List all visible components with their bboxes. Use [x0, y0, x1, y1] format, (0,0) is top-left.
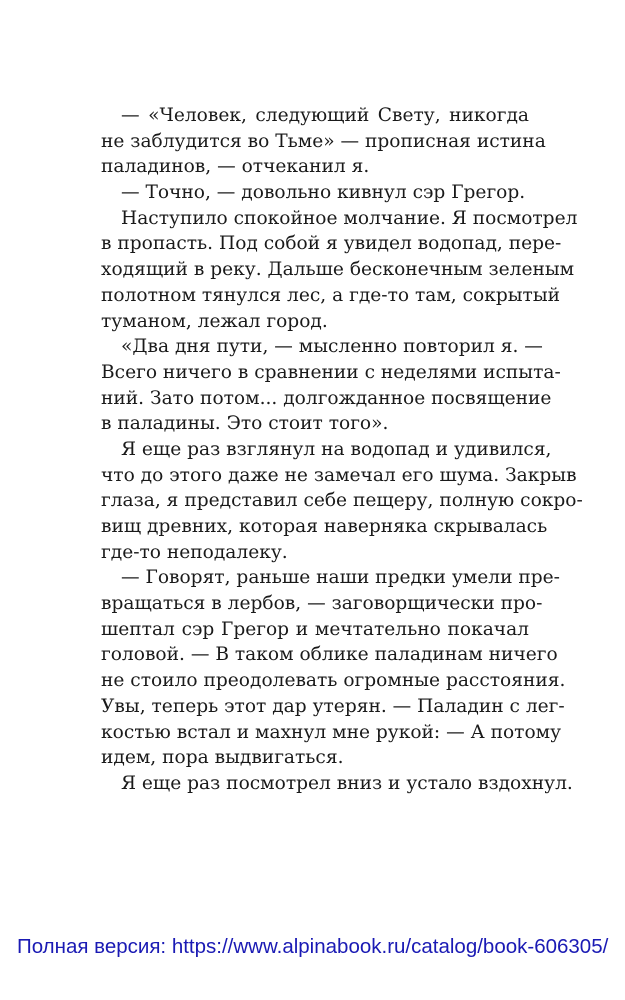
text-line: головой. — В таком облике паладинам ничего	[101, 644, 558, 666]
text-line: в паладины. Это стоит того».	[101, 413, 389, 435]
text-line: Всего ничего в сравнении с неделями испыта-	[101, 361, 561, 383]
paragraph	[101, 437, 583, 565]
text-line: в пропасть. Под собой я увидел водопад, пере-	[101, 233, 562, 255]
text-line: туманом, лежал город.	[101, 310, 328, 332]
paragraph	[101, 771, 573, 797]
text-line: идем, пора выдвигаться.	[101, 747, 344, 769]
paragraph	[101, 206, 578, 334]
text-line: Наступило спокойное молчание. Я посмотрел	[121, 207, 578, 229]
page-body-text	[101, 103, 583, 797]
text-line: Я еще раз посмотрел вниз и устало вздохнул.	[121, 772, 573, 794]
text-line: не стоило преодолевать огромные расстояния.	[101, 670, 566, 692]
paragraph	[101, 334, 561, 437]
text-line: — Точно, — довольно кивнул сэр Грегор.	[121, 182, 526, 204]
text-line: — «Человек, следующий Свету, никогда	[121, 105, 529, 126]
text-line: полотном тянулся лес, а где-то там, сокрытый	[101, 284, 561, 306]
text-line: — Говорят, раньше наши предки умели пре-	[121, 567, 560, 589]
text-line: вищ древних, которая наверняка скрывалась	[101, 516, 548, 537]
text-line: что до этого даже не замечал его шума. Закрыв	[101, 464, 577, 486]
paragraph	[101, 180, 529, 206]
text-line: вращаться в лербов, — заговорщически про-	[101, 593, 543, 615]
text-line: где-то неподалеку.	[101, 541, 288, 563]
text-line: Я еще раз взглянул на водопад и удивился,	[121, 438, 552, 460]
full-version-link[interactable]: Полная версия: https://www.alpinabook.ru/catalog/book-606305/	[17, 935, 609, 958]
paragraph	[101, 103, 546, 180]
text-line: глаза, я представил себе пещеру, полную сокро-	[101, 490, 583, 512]
text-line: ний. Зато потом... долгожданное посвящение	[101, 387, 552, 409]
text-line: Увы, теперь этот дар утерян. — Паладин с лег-	[101, 695, 565, 717]
text-line: паладинов, — отчеканил я.	[101, 156, 370, 178]
text-line: не заблудится во Тьме» — прописная истина	[101, 130, 546, 152]
text-line: «Два дня пути, — мысленно повторил я. —	[121, 336, 543, 358]
paragraph	[101, 565, 566, 771]
text-line: шептал сэр Грегор и мечтательно покачал	[101, 618, 529, 640]
text-line: ходящий в реку. Дальше бесконечным зеленым	[101, 259, 575, 281]
text-line: костью встал и махнул мне рукой: — А потому	[101, 721, 562, 743]
